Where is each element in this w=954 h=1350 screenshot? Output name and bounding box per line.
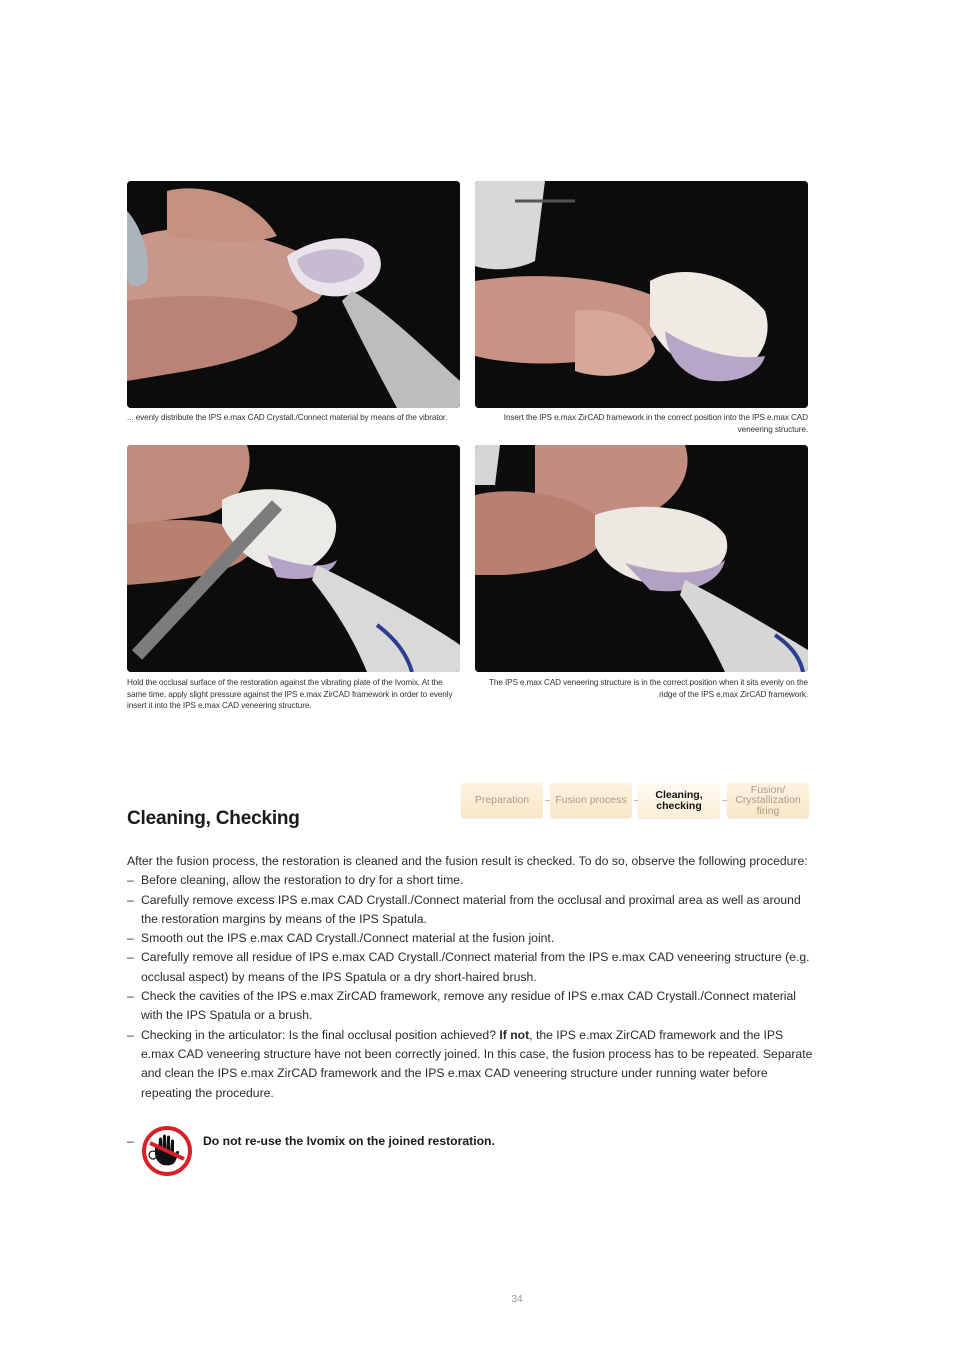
step-fusion-process: Fusion process <box>550 783 632 818</box>
photo-caption: Insert the IPS e.max ZirCAD framework in the correct position into the IPS e.max CAD veneering structure. <box>503 413 808 434</box>
list-item-emphasis: If not <box>499 1027 530 1042</box>
list-item <box>127 987 817 1026</box>
list-item <box>127 1026 817 1103</box>
list-dash: – <box>127 989 134 1004</box>
list-item-text: , the IPS e.max ZirCAD framework and the IPS e.max CAD veneering structure have not been correctly joined. In this case, the fusion process has to be repeated. Separate and clean the IPS e.max ZirCAD framework and the IPS e.max CAD veneering structure under running water before repeating the procedure. <box>141 1027 813 1100</box>
list-item-text: Carefully remove all residue of IPS e.max CAD Crystall./Connect material from the IPS e.max CAD veneering structure (e.g. occlusal aspect) by means of the IPS Spatula or a dry short-haired brush. <box>141 950 810 984</box>
photo-caption: The IPS e.max CAD veneering structure is in the correct position when it sits evenly on the ridge of the IPS e.max ZirCAD framework. <box>488 678 808 699</box>
photo-caption: ... evenly distribute the IPS e.max CAD Crystall./Connect material by means of the vibrator. <box>127 413 448 422</box>
list-item <box>127 871 817 890</box>
list-dash: – <box>127 1027 134 1042</box>
list-item-text: Checking in the articulator: Is the final occlusal position achieved? <box>141 1027 500 1042</box>
list-item <box>127 891 817 930</box>
section-body <box>127 852 817 1103</box>
photo-vibrating-plate <box>127 445 460 672</box>
step-fusion-crystallization-firing: Fusion/ Crystallization firing <box>727 783 809 818</box>
step-cleaning-checking: Cleaning, checking <box>638 783 720 818</box>
list-dash: – <box>127 892 134 907</box>
stop-hand-warning-icon <box>141 1125 193 1177</box>
list-dash: – <box>127 1134 134 1148</box>
process-steps <box>461 783 809 819</box>
section-title: Cleaning, Checking <box>127 808 300 829</box>
photo-vibrator-distribution <box>127 181 460 408</box>
step-preparation: Preparation <box>461 783 543 818</box>
list-item-text: Carefully remove excess IPS e.max CAD Crystall./Connect material from the occlusal and proximal area as well as around the restoration margins by means of the IPS Spatula. <box>141 892 801 926</box>
list-item-text: Check the cavities of the IPS e.max ZirCAD framework, remove any residue of IPS e.max CAD Crystall./Connect material with the IPS Spatula or a brush. <box>141 989 796 1023</box>
procedure-list <box>127 871 817 1103</box>
list-dash: – <box>127 931 134 946</box>
list-dash: – <box>127 950 134 965</box>
photo-insert-framework <box>475 181 808 408</box>
list-item-text: Smooth out the IPS e.max CAD Crystall./Connect material at the fusion joint. <box>141 931 555 946</box>
photo-caption: Hold the occlusal surface of the restoration against the vibrating plate of the Ivomix. At the same time, apply slight pressure against the IPS e.max ZirCAD framework in order to evenly insert it into the IPS e.max CAD veneering structure. <box>127 678 453 711</box>
list-item <box>127 929 817 948</box>
list-item-text: Before cleaning, allow the restoration to dry for a short time. <box>141 873 464 888</box>
warning-row <box>127 1125 817 1177</box>
intro-paragraph: After the fusion process, the restoration is cleaned and the fusion result is checked. To do so, observe the following procedure: <box>127 854 808 868</box>
list-item <box>127 948 817 987</box>
list-dash: – <box>127 873 134 888</box>
photo-correct-position <box>475 445 808 672</box>
warning-text: Do not re-use the Ivomix on the joined restoration. <box>203 1134 495 1148</box>
page-number: 34 <box>511 1294 523 1305</box>
